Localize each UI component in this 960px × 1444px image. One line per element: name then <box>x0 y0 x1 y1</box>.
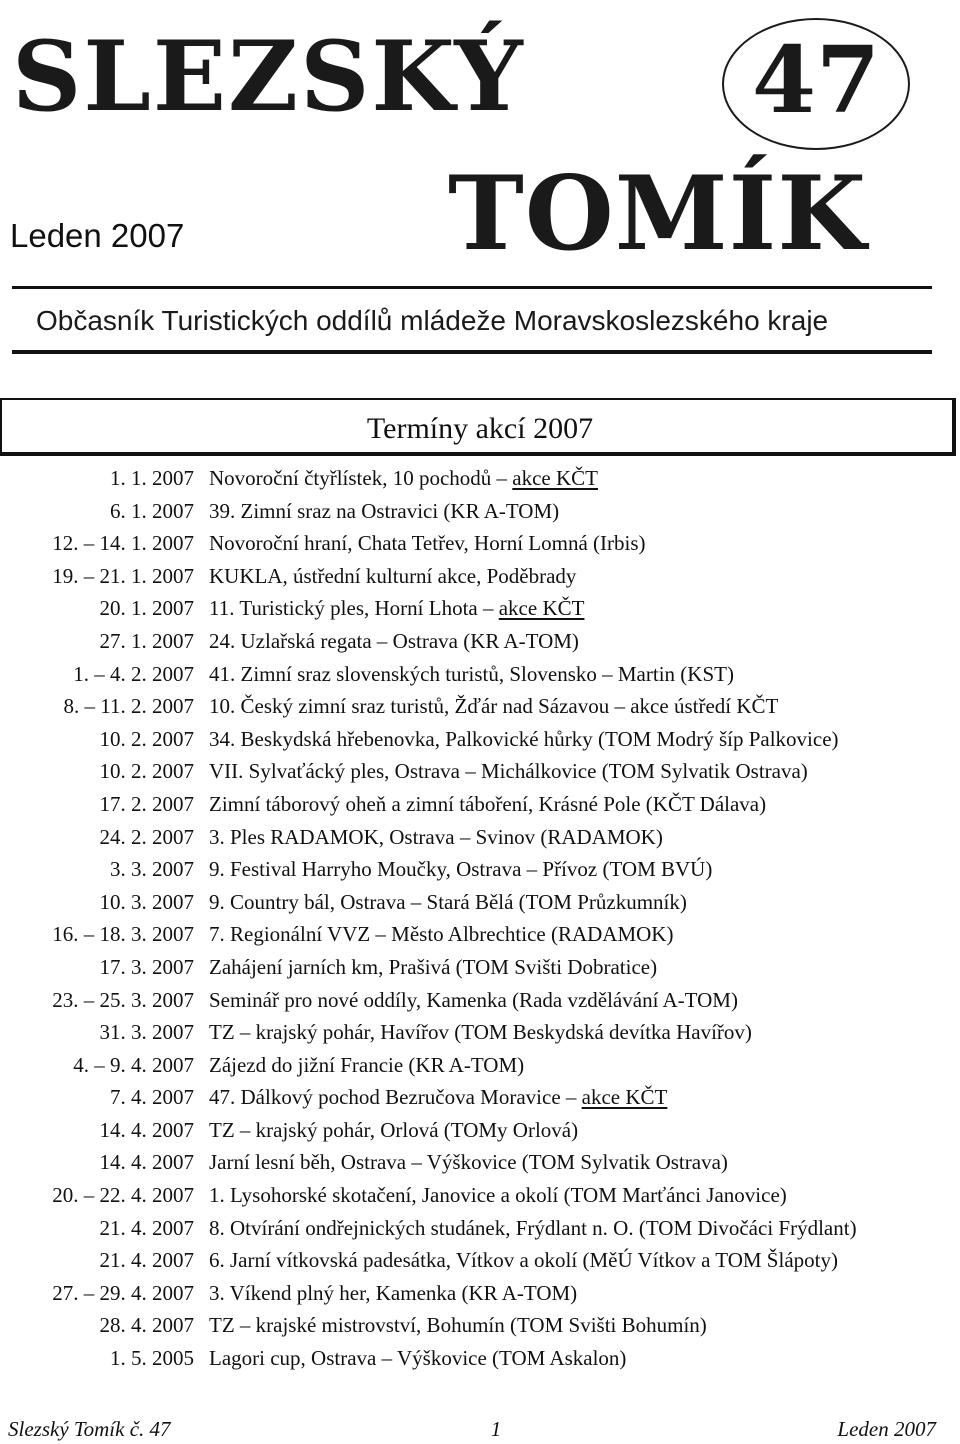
event-text: TZ – krajský pohár, Havířov (TOM Beskydská devítka Havířov) <box>209 1020 752 1045</box>
event-description <box>194 495 559 528</box>
event-row <box>0 560 857 593</box>
event-text: 34. Beskydská hřebenovka, Palkovické hůrky (TOM Modrý šíp Palkovice) <box>209 726 839 751</box>
event-text: 7. Regionální VVZ – Město Albrechtice (RADAMOK) <box>209 922 674 947</box>
event-date: 21. 4. 2007 <box>99 1248 194 1273</box>
event-description <box>194 1016 752 1049</box>
event-date: 7. 4. 2007 <box>110 1085 194 1110</box>
event-row <box>0 690 857 723</box>
event-text: KUKLA, ústřední kulturní akce, Poděbrady <box>209 563 577 588</box>
event-date: 10. 2. 2007 <box>99 726 194 751</box>
event-date: 20. – 22. 4. 2007 <box>52 1183 194 1208</box>
event-text: VII. Sylvaťácký ples, Ostrava – Michálkovice (TOM Sylvatik Ostrava) <box>209 759 808 784</box>
event-description <box>194 755 808 788</box>
event-description <box>194 1146 728 1179</box>
event-description <box>194 918 673 951</box>
event-date: 16. – 18. 3. 2007 <box>52 922 194 947</box>
event-row <box>0 592 857 625</box>
event-row <box>0 1114 857 1147</box>
event-description <box>194 1114 578 1147</box>
event-row <box>0 821 857 854</box>
event-row <box>0 1244 857 1277</box>
event-date: 17. 2. 2007 <box>99 791 194 816</box>
event-text: Zájezd do jižní Francie (KR A-TOM) <box>209 1052 525 1077</box>
event-text: Jarní lesní běh, Ostrava – Výškovice (TOM Sylvatik Ostrava) <box>209 1150 728 1175</box>
event-description <box>194 592 584 625</box>
event-row <box>0 755 857 788</box>
event-text: TZ – krajské mistrovství, Bohumín (TOM Svišti Bohumín) <box>209 1313 707 1338</box>
event-text: Seminář pro nové oddíly, Kamenka (Rada vzdělávání A-TOM) <box>209 987 738 1012</box>
event-description <box>194 821 663 854</box>
event-date: 8. – 11. 2. 2007 <box>63 694 194 719</box>
event-date: 21. 4. 2007 <box>99 1215 194 1240</box>
event-row <box>0 1016 857 1049</box>
event-row <box>0 853 857 886</box>
event-row <box>0 984 857 1017</box>
event-description <box>194 625 579 658</box>
event-date: 4. – 9. 4. 2007 <box>73 1052 194 1077</box>
event-text: 6. Jarní vítkovská padesátka, Vítkov a okolí (MěÚ Vítkov a TOM Šlápoty) <box>209 1248 838 1273</box>
event-row <box>0 1179 857 1212</box>
event-description <box>194 1309 707 1342</box>
event-description <box>194 1342 626 1375</box>
event-text: 9. Country bál, Ostrava – Stará Bělá (TOM Průzkumník) <box>209 889 687 914</box>
event-description <box>194 690 778 723</box>
event-date: 10. 2. 2007 <box>99 759 194 784</box>
event-description <box>194 1179 787 1212</box>
event-description <box>194 723 839 756</box>
event-text: Zimní táborový oheň a zimní táboření, Krásné Pole (KČT Dálava) <box>209 791 767 816</box>
event-row <box>0 527 857 560</box>
masthead-title-line-2: TOMÍK <box>448 154 868 274</box>
event-text: 8. Otvírání ondřejnických studánek, Frýdlant n. O. (TOM Divočáci Frýdlant) <box>209 1215 857 1240</box>
event-description <box>194 658 734 691</box>
event-date: 1. 1. 2007 <box>110 466 194 490</box>
event-date: 1. – 4. 2. 2007 <box>73 661 194 686</box>
footer-publication: Slezský Tomík č. 47 <box>8 1417 171 1441</box>
event-description <box>194 1212 857 1245</box>
masthead-divider-top <box>12 286 932 289</box>
event-row <box>0 1146 857 1179</box>
event-description <box>194 788 766 821</box>
event-row <box>0 625 857 658</box>
event-row <box>0 1081 857 1114</box>
event-row <box>0 918 857 951</box>
event-description <box>194 1081 667 1114</box>
event-description <box>194 527 646 560</box>
event-text: TZ – krajský pohár, Orlová (TOMy Orlová) <box>209 1117 579 1142</box>
event-date: 31. 3. 2007 <box>99 1020 194 1045</box>
event-text: 41. Zimní sraz slovenských turistů, Slovensko – Martin (KST) <box>209 661 734 686</box>
event-row <box>0 462 857 495</box>
event-date: 10. 3. 2007 <box>99 889 194 914</box>
events-list <box>0 462 857 1375</box>
event-row <box>0 1309 857 1342</box>
event-text: 10. Český zimní sraz turistů, Žďár nad Sázavou – akce ústředí KČT <box>209 694 779 719</box>
masthead-divider-bottom <box>12 350 932 354</box>
event-kct-tag: akce KČT <box>581 1085 668 1110</box>
event-text: Novoroční čtyřlístek, 10 pochodů – <box>209 466 513 490</box>
event-description <box>194 560 576 593</box>
event-date: 27. – 29. 4. 2007 <box>52 1280 194 1305</box>
event-date: 12. – 14. 1. 2007 <box>52 531 194 556</box>
event-text: Novoroční hraní, Chata Tetřev, Horní Lomná (Irbis) <box>209 531 646 556</box>
masthead-subtitle: Občasník Turistických oddílů mládeže Moravskoslezského kraje <box>36 305 829 336</box>
event-text: 47. Dálkový pochod Bezručova Moravice – <box>209 1085 582 1110</box>
event-text: Lagori cup, Ostrava – Výškovice (TOM Askalon) <box>209 1346 627 1371</box>
event-text: 3. Víkend plný her, Kamenka (KR A-TOM) <box>209 1280 578 1305</box>
event-row <box>0 658 857 691</box>
event-row <box>0 1049 857 1082</box>
issue-date: Leden 2007 <box>10 217 185 254</box>
event-date: 14. 4. 2007 <box>99 1117 194 1142</box>
event-date: 20. 1. 2007 <box>99 596 194 621</box>
event-description <box>194 1049 524 1082</box>
event-row <box>0 723 857 756</box>
event-text: 24. Uzlařská regata – Ostrava (KR A-TOM) <box>209 628 579 653</box>
event-description <box>194 984 738 1017</box>
event-row <box>0 951 857 984</box>
event-text: Zahájení jarních km, Prašivá (TOM Svišti Dobratice) <box>209 954 658 979</box>
event-date: 24. 2. 2007 <box>99 824 194 849</box>
event-date: 17. 3. 2007 <box>99 954 194 979</box>
event-row <box>0 1277 857 1310</box>
event-description <box>194 1244 838 1277</box>
event-date: 27. 1. 2007 <box>99 628 194 653</box>
events-heading: Termíny akcí 2007 <box>366 412 594 445</box>
event-row <box>0 788 857 821</box>
event-date: 6. 1. 2007 <box>110 498 194 523</box>
event-date: 3. 3. 2007 <box>110 857 194 882</box>
page-footer <box>8 1416 936 1444</box>
event-date: 28. 4. 2007 <box>99 1313 194 1338</box>
event-kct-tag: akce KČT <box>512 466 598 490</box>
event-row <box>0 1212 857 1245</box>
event-description <box>194 462 598 495</box>
event-date: 23. – 25. 3. 2007 <box>52 987 194 1012</box>
footer-page-number: 1 <box>490 1417 502 1441</box>
event-row <box>0 1342 857 1375</box>
event-text: 11. Turistický ples, Horní Lhota – <box>209 596 499 621</box>
event-date: 19. – 21. 1. 2007 <box>52 563 194 588</box>
event-description <box>194 951 657 984</box>
event-text: 1. Lysohorské skotačení, Janovice a okolí (TOM Marťánci Janovice) <box>209 1183 787 1208</box>
event-row <box>0 495 857 528</box>
masthead-title-line-1: SLEZSKÝ <box>12 20 525 133</box>
event-text: 39. Zimní sraz na Ostravici (KR A-TOM) <box>209 498 560 523</box>
event-text: 9. Festival Harryho Moučky, Ostrava – Přívoz (TOM BVÚ) <box>209 857 713 882</box>
event-row <box>0 886 857 919</box>
event-date: 14. 4. 2007 <box>99 1150 194 1175</box>
issue-number: 47 <box>751 26 881 134</box>
event-description <box>194 886 687 919</box>
event-description <box>194 1277 577 1310</box>
event-kct-tag: akce KČT <box>498 596 585 621</box>
footer-date: Leden 2007 <box>837 1417 936 1441</box>
event-text: 3. Ples RADAMOK, Ostrava – Svinov (RADAMOK) <box>209 824 663 849</box>
event-description <box>194 853 712 886</box>
event-date: 1. 5. 2005 <box>110 1346 194 1371</box>
